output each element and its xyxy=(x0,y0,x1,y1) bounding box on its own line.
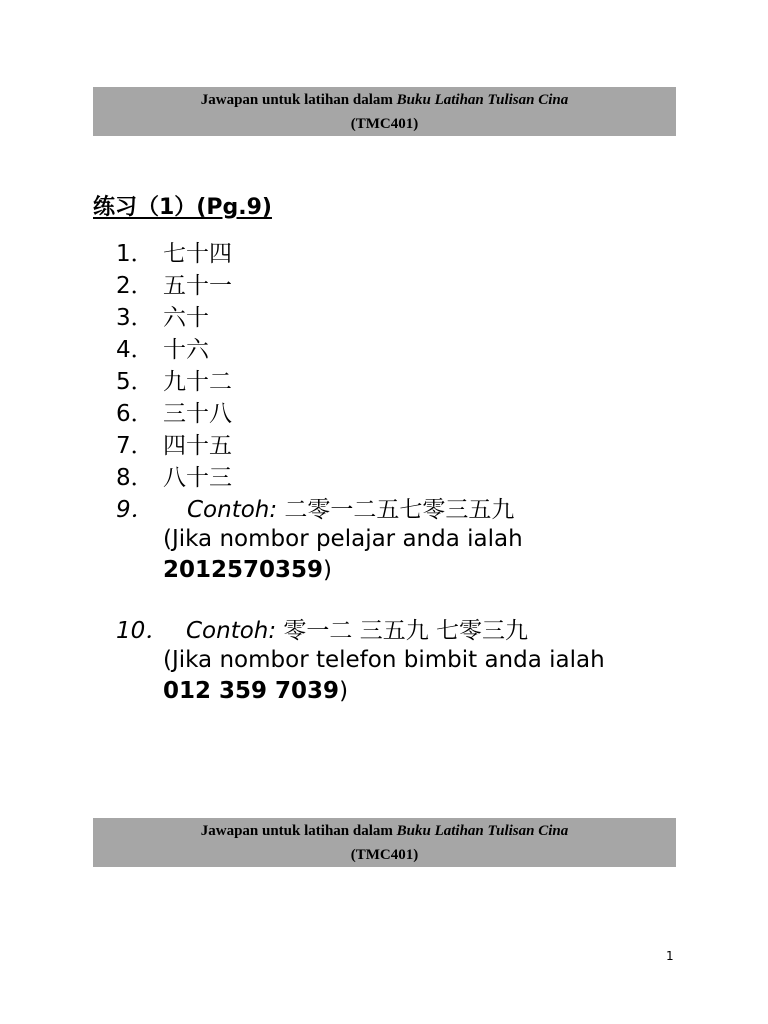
answer-item-6: 6． 三十八 xyxy=(116,401,232,427)
header-banner xyxy=(93,87,676,136)
answer-item-8: 8． 八十三 xyxy=(116,465,232,491)
answer-item-10: 10． Contoh: 零一二 三五九 七零三九 xyxy=(116,618,529,644)
answer-9-note: (Jika nombor pelajar anda ialah xyxy=(163,526,523,552)
banner-line-1: Jawapan untuk latihan dalam Buku Latihan Tulisan Cina xyxy=(200,92,569,108)
banner-line-2: (TMC401) xyxy=(350,116,419,132)
answer-item-1: 1． 七十四 xyxy=(116,241,232,267)
answer-item-2: 2． 五十一 xyxy=(116,273,232,299)
answer-item-9: 9． Contoh: 二零一二五七零三五九 xyxy=(116,497,515,523)
exercise-heading: 练习（1）(Pg.9) xyxy=(93,195,272,220)
answer-item-4: 4． 十六 xyxy=(116,337,209,363)
footer-banner xyxy=(93,818,676,867)
answer-9-number: 2012570359) xyxy=(163,557,333,583)
page-number: 1 xyxy=(666,949,674,963)
answer-10-note: (Jika nombor telefon bimbit anda ialah xyxy=(163,647,605,673)
banner-line-1: Jawapan untuk latihan dalam Buku Latihan Tulisan Cina xyxy=(200,823,569,839)
answer-item-3: 3． 六十 xyxy=(116,305,209,331)
answer-10-number: 012 359 7039) xyxy=(163,678,349,704)
answer-item-5: 5． 九十二 xyxy=(116,369,232,395)
answer-item-7: 7． 四十五 xyxy=(116,433,232,459)
banner-line-2: (TMC401) xyxy=(350,847,419,863)
